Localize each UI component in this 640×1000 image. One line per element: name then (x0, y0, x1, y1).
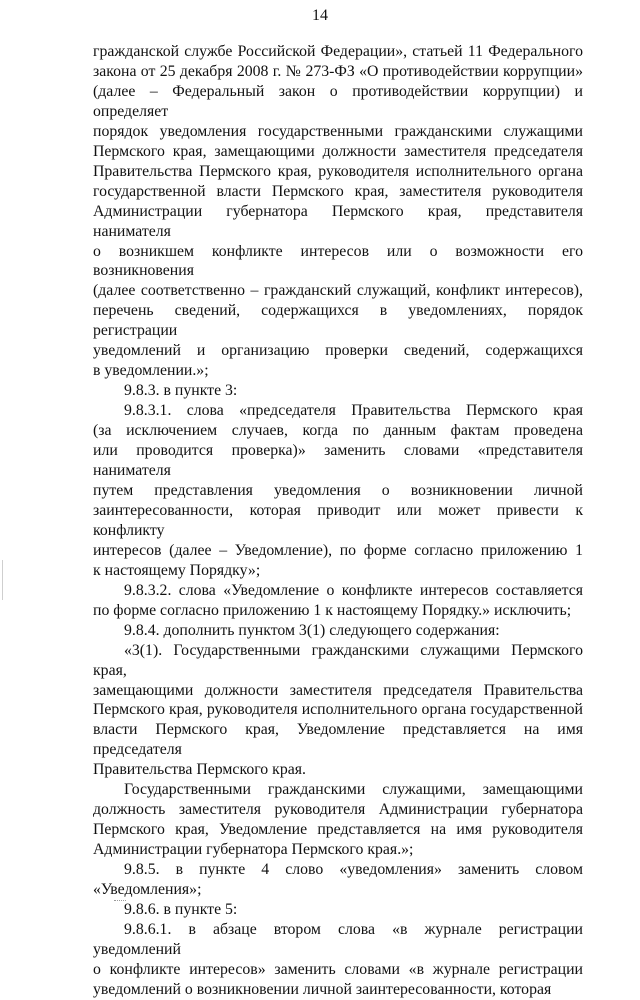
scan-dots (114, 900, 126, 903)
document-line: Правительства Пермского края. (93, 761, 306, 779)
document-line: заинтересованности, которая приводит или может привести к конфликту (93, 501, 583, 539)
document-line: «Уведомления»; (93, 881, 202, 899)
document-line: уведомлений о возникновении личной заинтересованности, которая (93, 980, 552, 998)
document-line: государственной власти Пермского края, заместителя руководителя (93, 182, 583, 200)
document-line: Правительства Пермского края, руководителя исполнительного органа (93, 162, 583, 180)
document-line: 9.8.6. в пункте 5: (124, 900, 238, 918)
document-line: 9.8.3.1. слова «председателя Правительства Пермского края (124, 402, 583, 420)
document-line: (далее – Федеральный закон о противодействии коррупции) и определяет (93, 82, 583, 120)
document-line: о конфликте интересов» заменить словами «в журнале регистрации (93, 960, 583, 978)
document-line: к настоящему Порядку»; (93, 561, 261, 579)
document-line: Пермского края, руководителя исполнительного органа государственной (93, 701, 583, 719)
document-line: Пермского края, замещающими должности заместителя председателя (93, 142, 583, 160)
document-line: в уведомлении.»; (93, 362, 209, 380)
document-line: порядок уведомления государственными гражданскими служащими (93, 122, 583, 140)
document-line: Администрации губернатора Пермского края.»; (93, 841, 414, 859)
document-line: 9.8.6.1. в абзаце втором слова «в журнале регистрации уведомлений (93, 920, 583, 958)
page-number: 14 (312, 7, 328, 24)
document-line: «3(1). Государственными гражданскими служащими Пермского края, (93, 641, 583, 679)
document-line: 9.8.5. в пункте 4 слово «уведомления» заменить словом (124, 861, 583, 879)
document-line: о возникшем конфликте интересов или о возможности его возникновения (93, 242, 583, 280)
document-line: Пермского края, Уведомление представляется на имя руководителя (93, 821, 583, 839)
document-body (93, 42, 583, 1000)
document-line: Государственными гражданскими служащими, замещающими (124, 781, 583, 799)
document-line: Администрации губернатора Пермского края, представителя нанимателя (93, 202, 583, 240)
document-line: интересов (далее – Уведомление), по форме согласно приложению 1 (93, 541, 583, 559)
document-line: замещающими должности заместителя председателя Правительства (93, 681, 583, 699)
document-line: 9.8.3.2. слова «Уведомление о конфликте интересов составляется (124, 581, 583, 599)
document-line: уведомлений и организацию проверки сведений, содержащихся (93, 342, 583, 360)
scan-edge-mark (2, 560, 3, 600)
document-line: по форме согласно приложению 1 к настоящему Порядку.» исключить; (93, 601, 572, 619)
document-line: перечень сведений, содержащихся в уведомлениях, порядок регистрации (93, 302, 583, 340)
document-line: (за исключением случаев, когда по данным фактам проведена (93, 422, 583, 440)
document-line: 9.8.3. в пункте 3: (124, 382, 238, 400)
document-line: или проводится проверка)» заменить словами «представителя нанимателя (93, 442, 583, 480)
document-line: гражданской службе Российской Федерации», статьей 11 Федерального (93, 43, 583, 60)
document-line: (далее соответственно – гражданский служащий, конфликт интересов), (93, 282, 583, 300)
document-line: должность заместителя руководителя Администрации губернатора (93, 801, 583, 819)
document-line: путем представления уведомления о возникновении личной (93, 481, 583, 499)
document-line: власти Пермского края, Уведомление представляется на имя председателя (93, 721, 583, 759)
document-line: закона от 25 декабря 2008 г. № 273-ФЗ «О противодействии коррупции» (93, 62, 583, 80)
document-line: 9.8.4. дополнить пунктом 3(1) следующего содержания: (124, 621, 500, 639)
